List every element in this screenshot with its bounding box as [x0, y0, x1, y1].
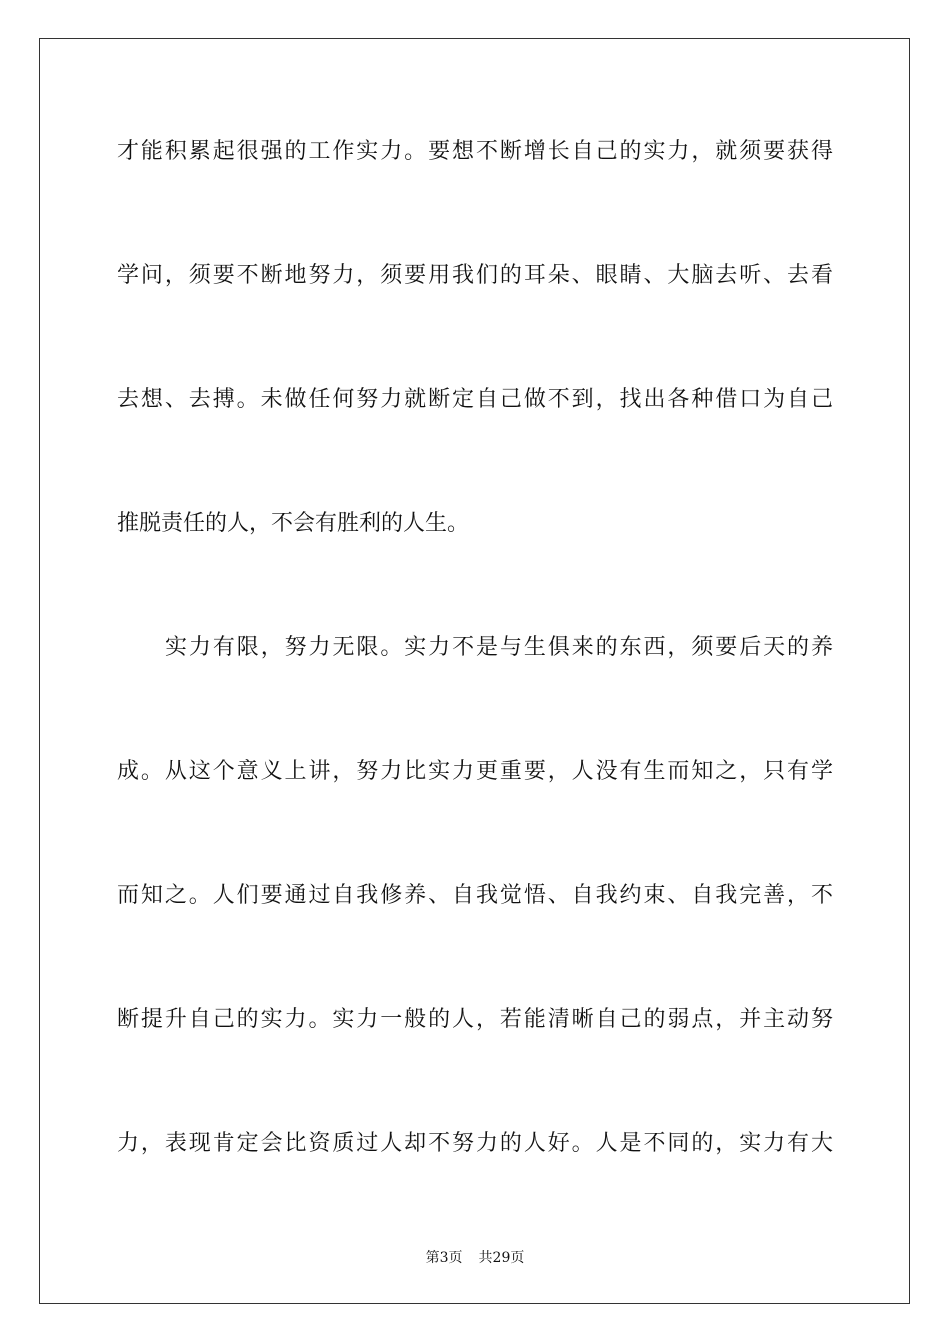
- text-line-8: 断提升自己的实力。实力一般的人，若能清晰自己的弱点，并主动努: [117, 1007, 833, 1032]
- page-footer: [0, 1247, 950, 1267]
- page-border: [39, 38, 910, 1304]
- text-line-7: 而知之。人们要通过自我修养、自我觉悟、自我约束、自我完善，不: [117, 883, 833, 908]
- text-line-3: 去想、去搏。未做任何努力就断定自己做不到，找出各种借口为自己: [117, 387, 833, 412]
- text-line-1: 才能积累起很强的工作实力。要想不断增长自己的实力，就须要获得: [117, 139, 833, 164]
- text-line-4: 推脱责任的人，不会有胜利的人生。: [117, 511, 470, 536]
- page-total: 共29页: [478, 1250, 525, 1266]
- page-number: 第3页: [425, 1250, 463, 1266]
- text-line-5: 实力有限，努力无限。实力不是与生俱来的东西，须要后天的养: [165, 635, 833, 660]
- text-line-9: 力，表现肯定会比资质过人却不努力的人好。人是不同的，实力有大: [117, 1131, 833, 1156]
- text-line-2: 学问，须要不断地努力，须要用我们的耳朵、眼睛、大脑去听、去看: [117, 263, 833, 288]
- text-line-6: 成。从这个意义上讲，努力比实力更重要，人没有生而知之，只有学: [117, 759, 833, 784]
